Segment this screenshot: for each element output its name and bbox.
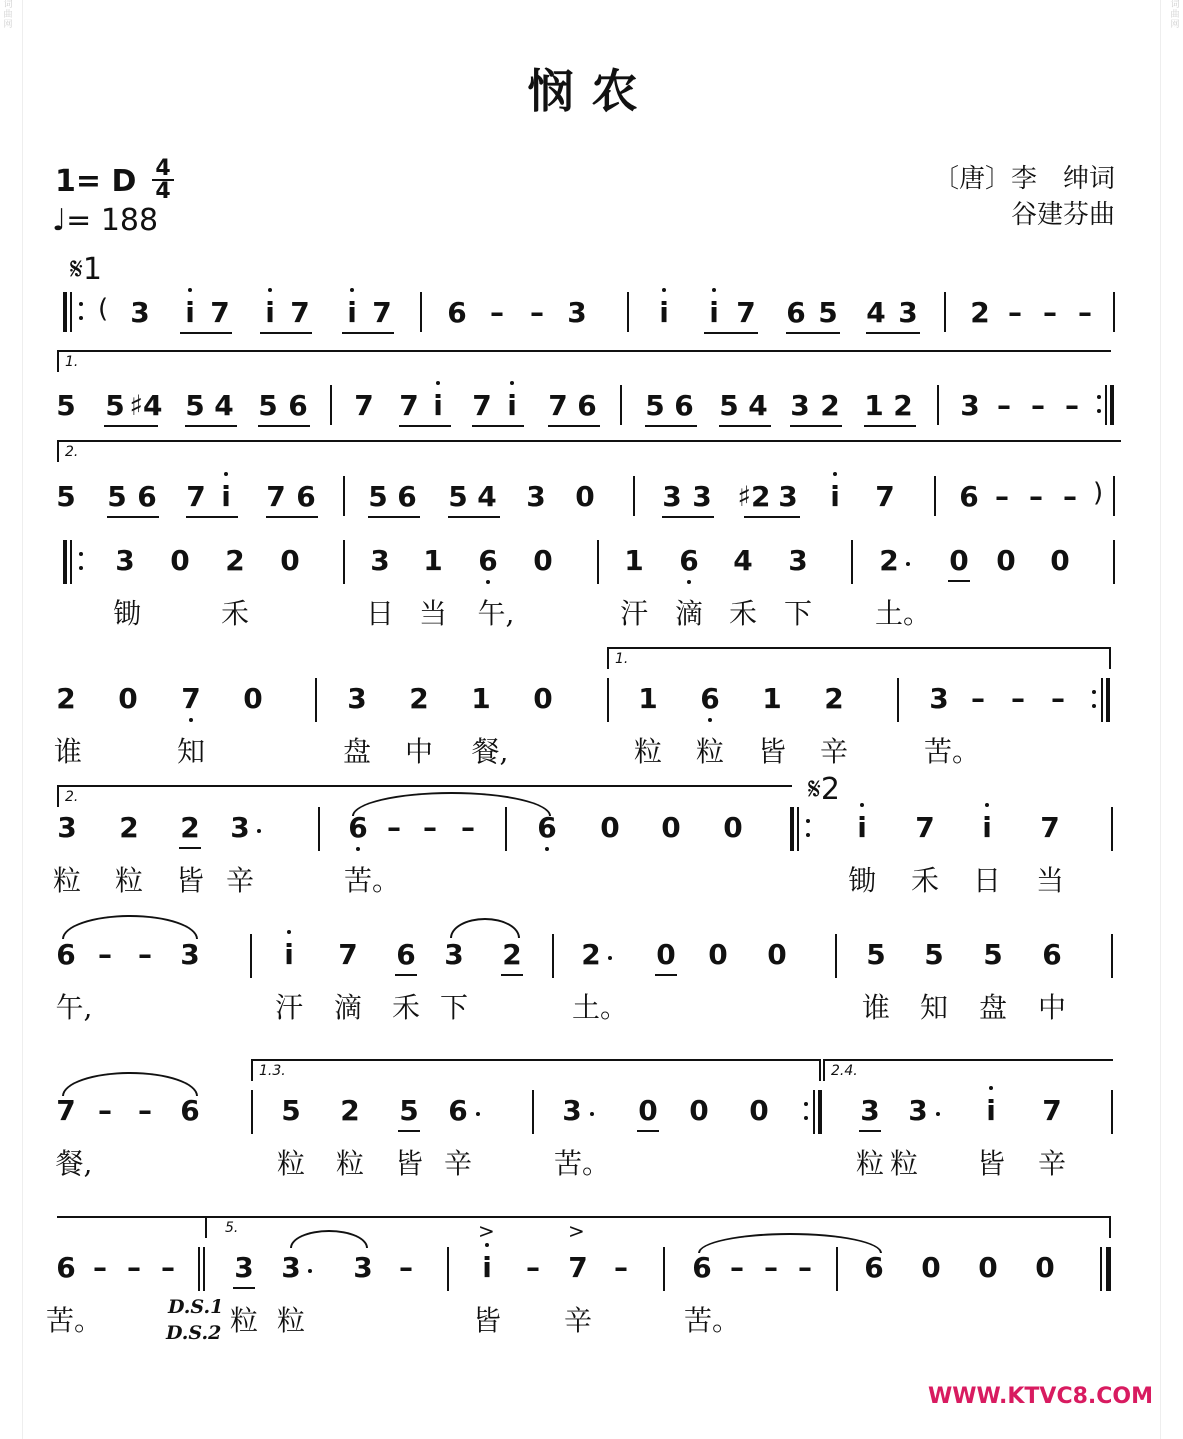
accent-mark: > (568, 1219, 585, 1243)
time-signature (152, 158, 174, 202)
watermark-right: 词 曲 网 (1170, 0, 1180, 30)
volta-bracket-13: 1.3. (251, 1059, 821, 1081)
accent-mark: > (478, 1219, 495, 1243)
watermark-left: 词 曲 网 (3, 0, 13, 30)
composer-credit: 谷建芬曲 (1010, 200, 1115, 230)
ds-2-mark: D.S.2 (166, 1322, 222, 1344)
volta-bracket-24: 2.4. (823, 1059, 1113, 1081)
site-watermark[interactable]: WWW.KTVC8.COM (928, 1384, 1153, 1409)
volta-line (57, 1216, 205, 1218)
slur-tie (62, 1072, 198, 1096)
volta-bracket-5: 5. (205, 1216, 1111, 1238)
time-sig-bottom: 4 (155, 179, 171, 204)
time-sig-top: 4 (155, 156, 171, 181)
volta-bracket-2: 2. (57, 440, 1121, 462)
slur-tie (450, 918, 520, 938)
tempo-mark: ♩= 188 (52, 203, 159, 238)
slur-tie (62, 915, 198, 939)
volta-bracket-1: 1. (57, 350, 1111, 372)
volta-bracket-row6: 2. (57, 785, 792, 807)
key-signature: 1= D (55, 164, 137, 199)
lyricist-credit: 〔唐〕李 绅词 (932, 164, 1115, 194)
ds-1-mark: D.S.1 (168, 1296, 224, 1318)
segno-2-mark: 𝄋2 (808, 772, 840, 807)
volta-bracket-row5: 1. (607, 647, 1111, 669)
segno-1-mark: 𝄋1 (70, 252, 102, 287)
song-title: 悯农 (527, 64, 656, 118)
